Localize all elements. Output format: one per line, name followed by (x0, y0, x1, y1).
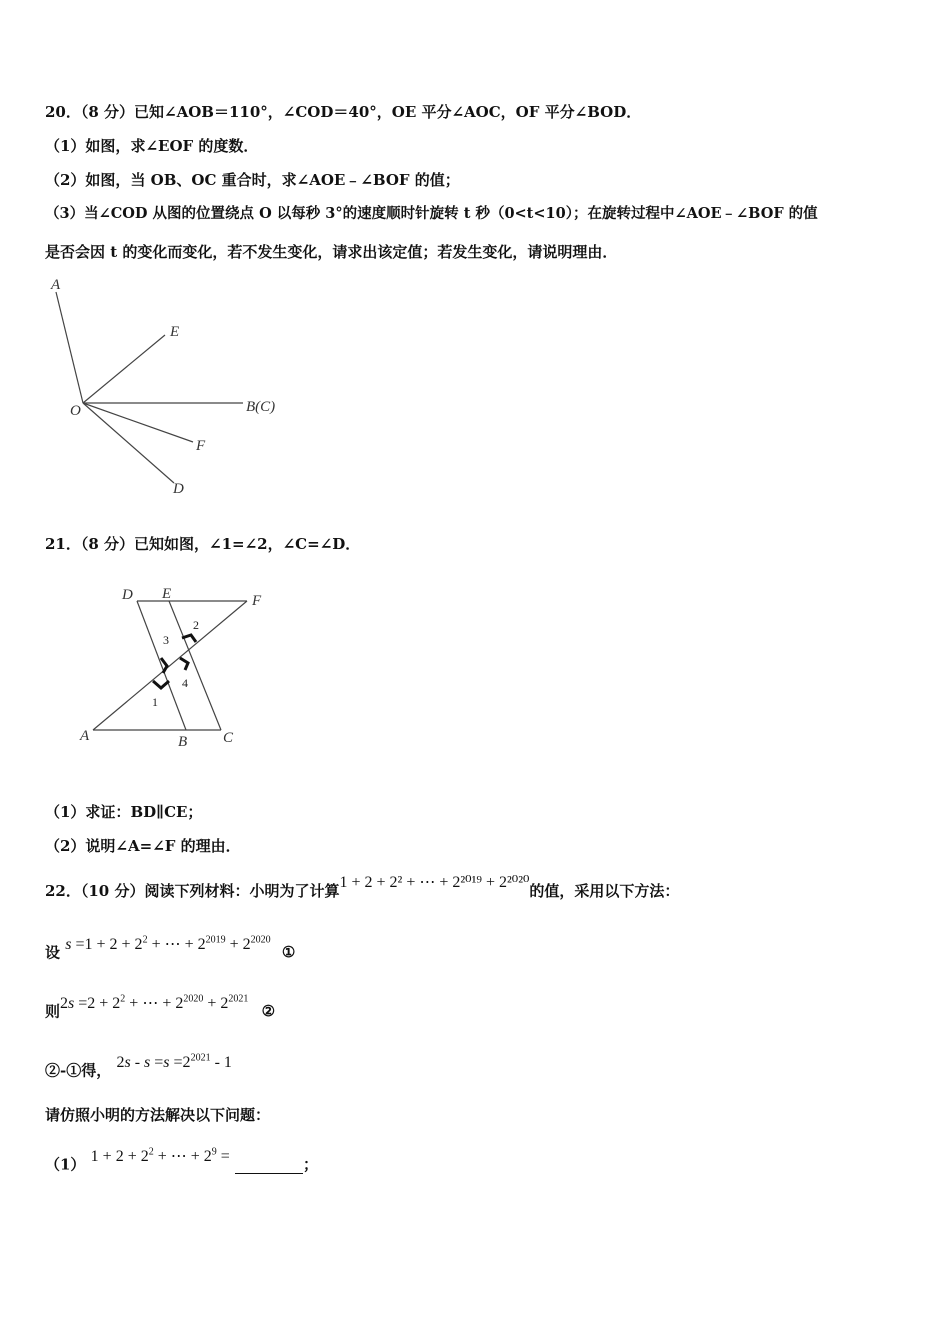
q20-angle-figure (40, 272, 300, 502)
ray-OD (83, 403, 174, 483)
q22-step2-equation: $2s =2 + 2^2$ + ⋯ + $2^{2020} + 2^{2021}$ (60, 994, 249, 1013)
q22-step2-prefix: 则 (45, 1002, 61, 1021)
angle-number-4: 4 (182, 676, 188, 690)
angle-mark-2 (182, 635, 196, 642)
q22-step1-marker: ① (281, 943, 296, 962)
label-D: D (173, 481, 184, 497)
q22-part1-end: ； (303, 1155, 319, 1174)
label-F: F (196, 438, 206, 454)
angle-mark-4 (180, 658, 188, 670)
q22-step2 (45, 994, 276, 1023)
ray-OE (83, 335, 165, 403)
label-B: B (178, 734, 188, 750)
q20-part2: （2）如图，当 OB、OC 重合时，求∠AOE﹣∠BOF 的值； (45, 171, 460, 189)
q20-part1: （1）如图，求∠EOF 的度数． (45, 137, 259, 155)
label-D: D (122, 587, 133, 603)
q22-part1-expression: $1 + 2 + 2^2$ + ⋯ + $2^9$ = (90, 1147, 230, 1166)
q21-figure (75, 580, 275, 750)
segment-DB (137, 601, 186, 730)
q22-stem-prefix: 22．（10 分）阅读下列材料：小明为了计算 (45, 882, 340, 900)
q22-instruction: 请仿照小明的方法解决以下问题： (45, 1106, 271, 1124)
q20-part3-line2: 是否会因 t 的变化而变化，若不发生变化，请求出该定值；若发生变化，请说明理由． (45, 243, 618, 261)
label-BC: B(C) (246, 399, 276, 415)
label-O: O (70, 403, 81, 419)
q20-part3-line1: （3）当∠COD 从图的位置绕点 O 以每秒 3°的速度顺时针旋转 t 秒（0<t<10）；在旋转过程中∠AOE﹣∠BOF 的值 (45, 205, 818, 222)
q21-stem: 21．（8 分）已知如图，∠1=∠2，∠C=∠D． (45, 535, 361, 553)
angle-number-2: 2 (193, 618, 199, 632)
q21-part2: （2）说明∠A=∠F 的理由． (45, 837, 241, 855)
q22-step1-equation: $s =1 + 2 + 2^2$ + ⋯ + $2^{2019} + 2^{2020}$ (65, 935, 271, 954)
angle-number-1: 1 (152, 695, 158, 709)
q22-part1-label: （1） (45, 1155, 86, 1174)
q20-stem: 20．（8 分）已知∠AOB＝110°，∠COD＝40°，OE 平分∠AOC，OF 平分∠BOD． (45, 103, 642, 121)
q22-stem (45, 874, 680, 903)
q22-stem-suffix: 的值，采用以下方法： (529, 882, 680, 900)
q22-step3 (45, 1053, 232, 1082)
label-E: E (162, 586, 172, 602)
q22-step2-marker: ② (261, 1002, 276, 1021)
label-F: F (252, 593, 262, 609)
segment-AF (93, 601, 247, 730)
q22-step1-prefix: 设 (45, 943, 61, 962)
q22-part1 (45, 1147, 319, 1176)
q22-step3-prefix: ②-①得， (45, 1061, 112, 1080)
q22-part1-answer-blank[interactable] (235, 1157, 303, 1174)
label-E: E (170, 324, 180, 340)
label-C: C (223, 730, 234, 746)
q22-step3-equation: $2s - s =s =2^{2021} - 1$ (116, 1053, 232, 1072)
q22-sum-expression: 1 + 2 + 2² + ⋯ + 2²⁰¹⁹ + 2²⁰²⁰ (339, 874, 530, 891)
label-A: A (80, 728, 90, 744)
q22-step1 (45, 935, 296, 964)
ray-OA (56, 292, 83, 403)
angle-mark-1 (153, 681, 169, 688)
label-A: A (51, 277, 61, 293)
ray-OF (83, 403, 193, 442)
angle-number-3: 3 (163, 633, 169, 647)
q21-part1: （1）求证：BD∥CE； (45, 803, 203, 821)
